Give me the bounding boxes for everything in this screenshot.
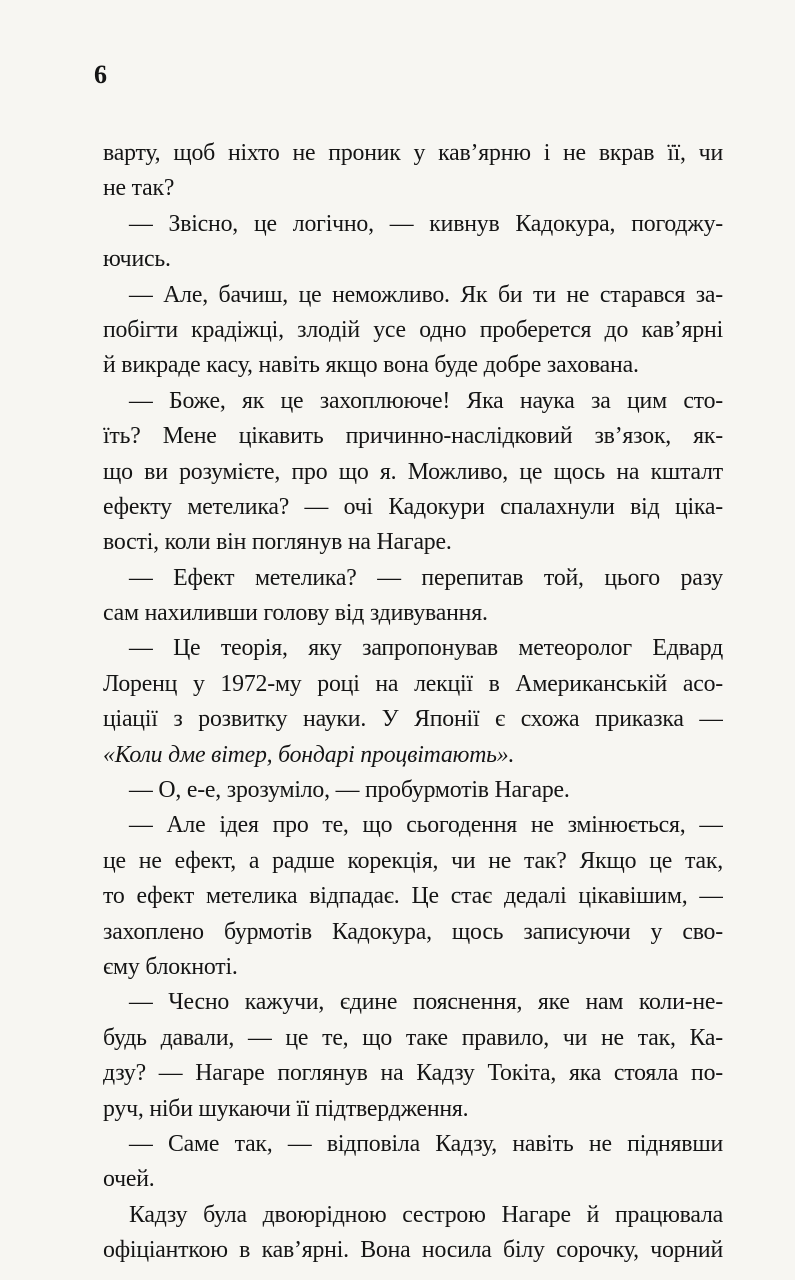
text-line: — Але ідея про те, що сьогодення не змінюється, —: [129, 812, 723, 839]
text-line: — Саме так, — відповіла Кадзу, навіть не піднявши: [129, 1130, 723, 1157]
text-line: що ви розумієте, про що я. Можливо, це щось на кшталт: [103, 458, 723, 485]
text-line: то ефект метелика відпадає. Це стає дедалі цікавішим, —: [103, 883, 723, 910]
text-line: це не ефект, а радше корекція, чи не так? Якщо це так,: [103, 847, 723, 874]
text-line: очей.: [103, 1166, 155, 1193]
text-line: — Але, бачиш, це неможливо. Як би ти не старався за-: [129, 281, 723, 308]
text-line: ціації з розвитку науки. У Японії є схожа приказка —: [103, 706, 723, 733]
text-line: — Звісно, це логічно, — кивнув Кадокура, погоджу-: [129, 210, 723, 237]
page-number: 6: [94, 60, 107, 89]
text-line: сам нахиливши голову від здивування.: [103, 600, 488, 627]
text-line: Лоренц у 1972-му році на лекції в Американській асо-: [103, 670, 723, 697]
text-line-italic: «Коли дме вітер, бондарі процвітають».: [103, 741, 515, 768]
text-line: захоплено бурмотів Кадокура, щось записуючи у сво-: [103, 918, 723, 945]
text-line: дзу? — Нагаре поглянув на Кадзу Токіта, яка стояла по-: [103, 1060, 723, 1087]
text-line: — Боже, як це захоплююче! Яка наука за цим сто-: [129, 387, 723, 414]
text-line: — О, е-е, зрозуміло, — пробурмотів Нагаре.: [129, 777, 570, 804]
text-line: руч, ніби шукаючи її підтвердження.: [103, 1095, 469, 1122]
text-line: вості, коли він поглянув на Нагаре.: [103, 529, 452, 556]
text-line: офіціанткою в кав’ярні. Вона носила білу сорочку, чорний: [103, 1237, 723, 1264]
text-line: й викраде касу, навіть якщо вона буде добре захована.: [103, 352, 639, 379]
text-line: єму блокноті.: [103, 953, 238, 980]
text-line: — Це теорія, яку запропонував метеоролог Едвард: [129, 635, 723, 662]
text-line: будь давали, — це те, що таке правило, чи не так, Ка-: [103, 1024, 723, 1051]
text-line: їть? Мене цікавить причинно-наслідковий зв’язок, як-: [103, 423, 723, 450]
text-line: варту, щоб ніхто не проник у кав’ярню і не вкрав її, чи: [103, 140, 723, 166]
text-line: побігти крадіжці, злодій усе одно проберется до кав’ярні: [103, 316, 723, 343]
text-line: Кадзу була двоюрідною сестрою Нагаре й працювала: [129, 1201, 723, 1228]
page-text: [103, 136, 723, 1269]
text-line: — Чесно кажучи, єдине пояснення, яке нам коли-не-: [129, 989, 723, 1016]
text-line: не так?: [103, 175, 175, 202]
text-line: ючись.: [103, 246, 171, 273]
text-line: — Ефект метелика? — перепитав той, цього разу: [129, 564, 723, 591]
text-line: ефекту метелика? — очі Кадокури спалахнули від ціка-: [103, 493, 723, 520]
